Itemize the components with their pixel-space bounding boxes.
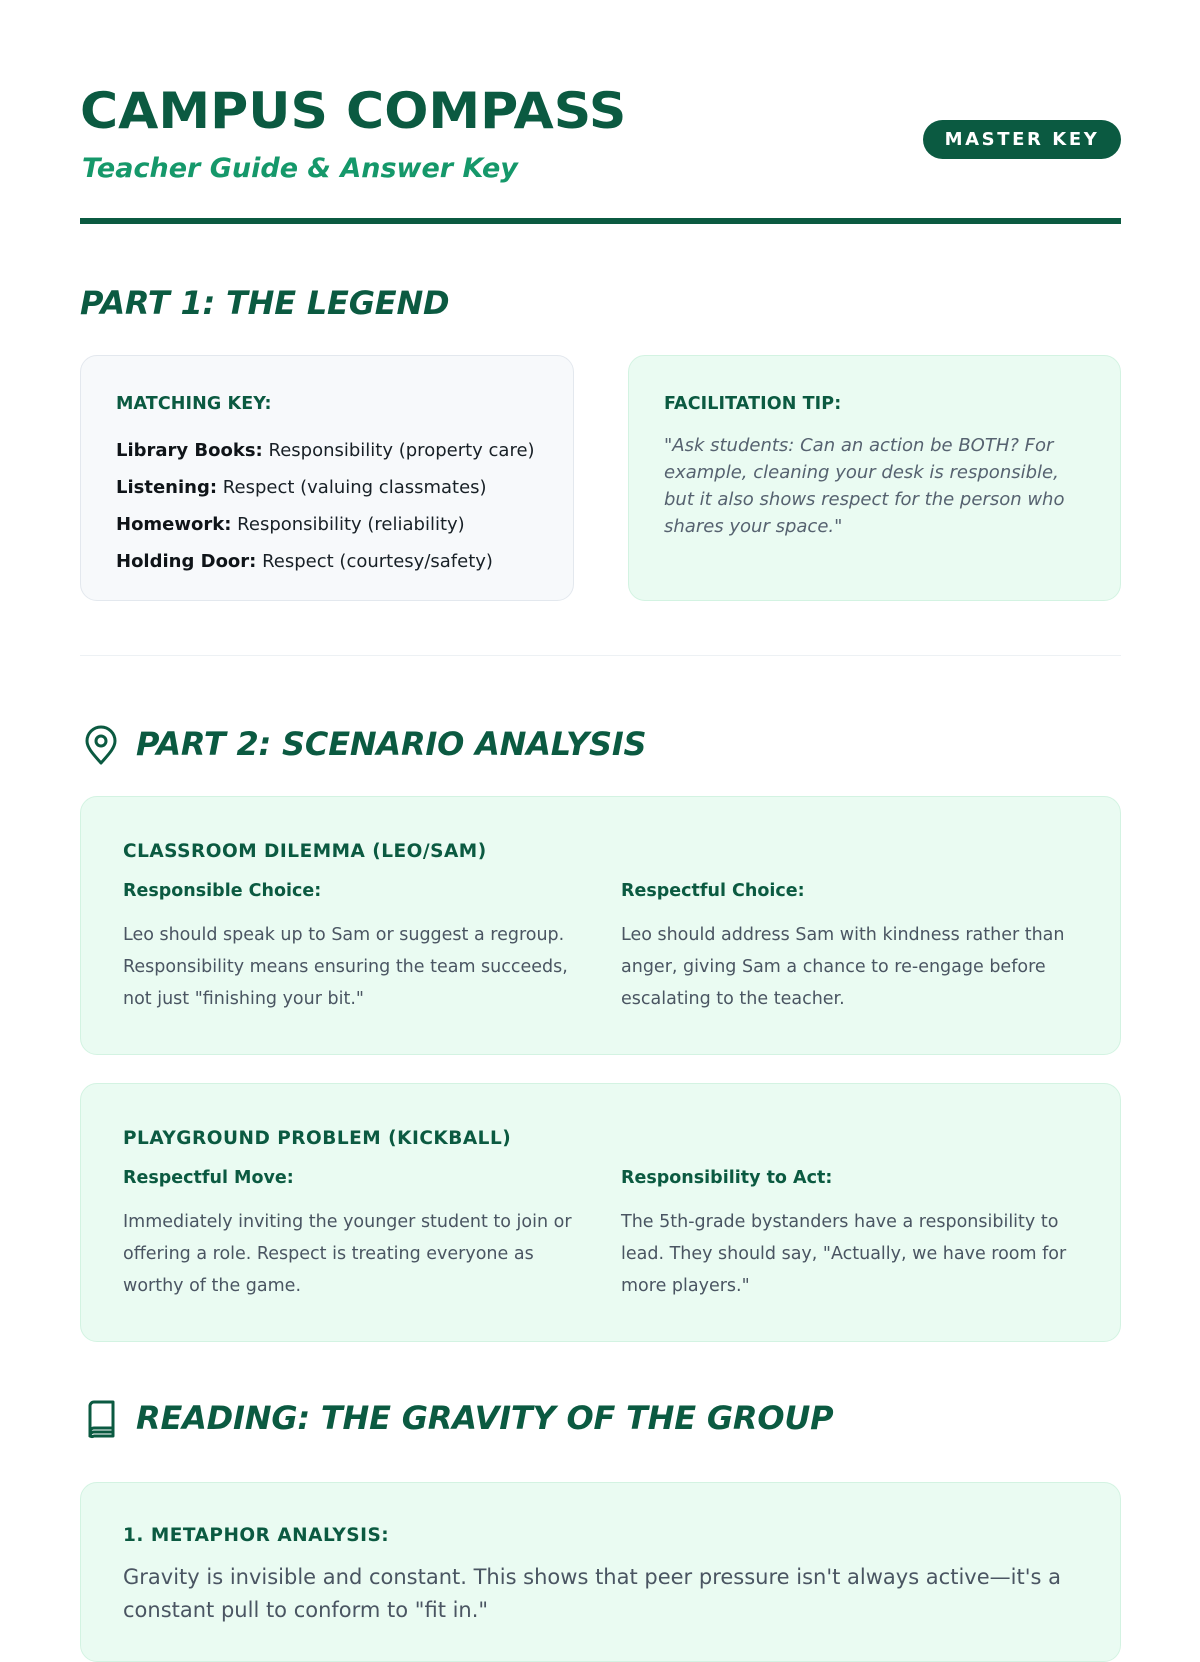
choice-label: Respectful Move:: [123, 1168, 294, 1188]
matching-key-answer: Responsibility (reliability): [237, 514, 465, 535]
matching-key-item: [116, 469, 538, 506]
matching-key-heading: MATCHING KEY:: [116, 394, 272, 414]
choice-text: The 5th-grade bystanders have a responsibility to lead. They should say, "Actually, we have room for more players.": [621, 1212, 1067, 1296]
choice-text: Immediately inviting the younger student to join or offering a role. Respect is treating everyone as worthy of the game.: [123, 1212, 572, 1296]
page-header: [80, 78, 1121, 230]
choice-label: Respectful Choice:: [621, 881, 805, 901]
matching-key-term: Listening:: [116, 477, 218, 498]
scenario-title: CLASSROOM DILEMMA (LEO/SAM): [123, 841, 487, 862]
choice-label: Responsible Choice:: [123, 881, 322, 901]
facilitation-tip-heading: FACILITATION TIP:: [664, 394, 842, 414]
map-pin-icon: [82, 725, 120, 767]
matching-key-answer: Responsibility (property care): [268, 440, 535, 461]
matching-key-card: [80, 355, 574, 601]
choice-label: Responsibility to Act:: [621, 1168, 833, 1188]
facilitation-tip-card: [628, 355, 1121, 601]
book-icon: [82, 1398, 120, 1440]
part1-title: PART 1: THE LEGEND: [80, 284, 450, 322]
matching-key-item: [116, 543, 538, 580]
scenario-right-column: [621, 881, 1081, 1015]
matching-key-item: [116, 506, 538, 543]
matching-key-item: [116, 432, 538, 469]
facilitation-tip-text: "Ask students: Can an action be BOTH? For example, cleaning your desk is responsible, but it also shows respect for the person who shares your space.": [664, 435, 1065, 537]
scenario-right-column: [621, 1168, 1081, 1302]
part2-title: PART 2: SCENARIO ANALYSIS: [136, 725, 647, 763]
choice-text: Leo should address Sam with kindness rather than anger, giving Sam a chance to re-engage before escalating to the teacher.: [621, 925, 1065, 1009]
matching-key-list: [116, 432, 538, 580]
matching-key-answer: Respect (courtesy/safety): [262, 551, 493, 572]
matching-key-answer: Respect (valuing classmates): [222, 477, 487, 498]
matching-key-term: Homework:: [116, 514, 232, 535]
scenario-left-column: [123, 881, 583, 1015]
choice-text: Leo should speak up to Sam or suggest a regroup. Responsibility means ensuring the team succeeds, not just "finishing your bit.": [123, 925, 568, 1009]
scenario-card: [80, 1083, 1121, 1342]
page-title: CAMPUS COMPASS: [80, 82, 627, 140]
section-divider: [80, 655, 1121, 656]
page-subtitle: Teacher Guide & Answer Key: [82, 153, 518, 184]
metaphor-analysis-heading: 1. METAPHOR ANALYSIS:: [123, 1525, 390, 1546]
metaphor-analysis-text: Gravity is invisible and constant. This shows that peer pressure isn't always active—it's a constant pull to conform to "fit in.": [123, 1565, 1061, 1622]
matching-key-term: Holding Door:: [116, 551, 257, 572]
header-divider: [80, 218, 1121, 224]
scenario-title: PLAYGROUND PROBLEM (KICKBALL): [123, 1128, 512, 1149]
scenario-left-column: [123, 1168, 583, 1302]
metaphor-analysis-card: [80, 1482, 1121, 1662]
scenario-card: [80, 796, 1121, 1055]
master-key-badge: MASTER KEY: [923, 120, 1121, 159]
matching-key-term: Library Books:: [116, 440, 263, 461]
reading-title: READING: THE GRAVITY OF THE GROUP: [136, 1399, 834, 1437]
